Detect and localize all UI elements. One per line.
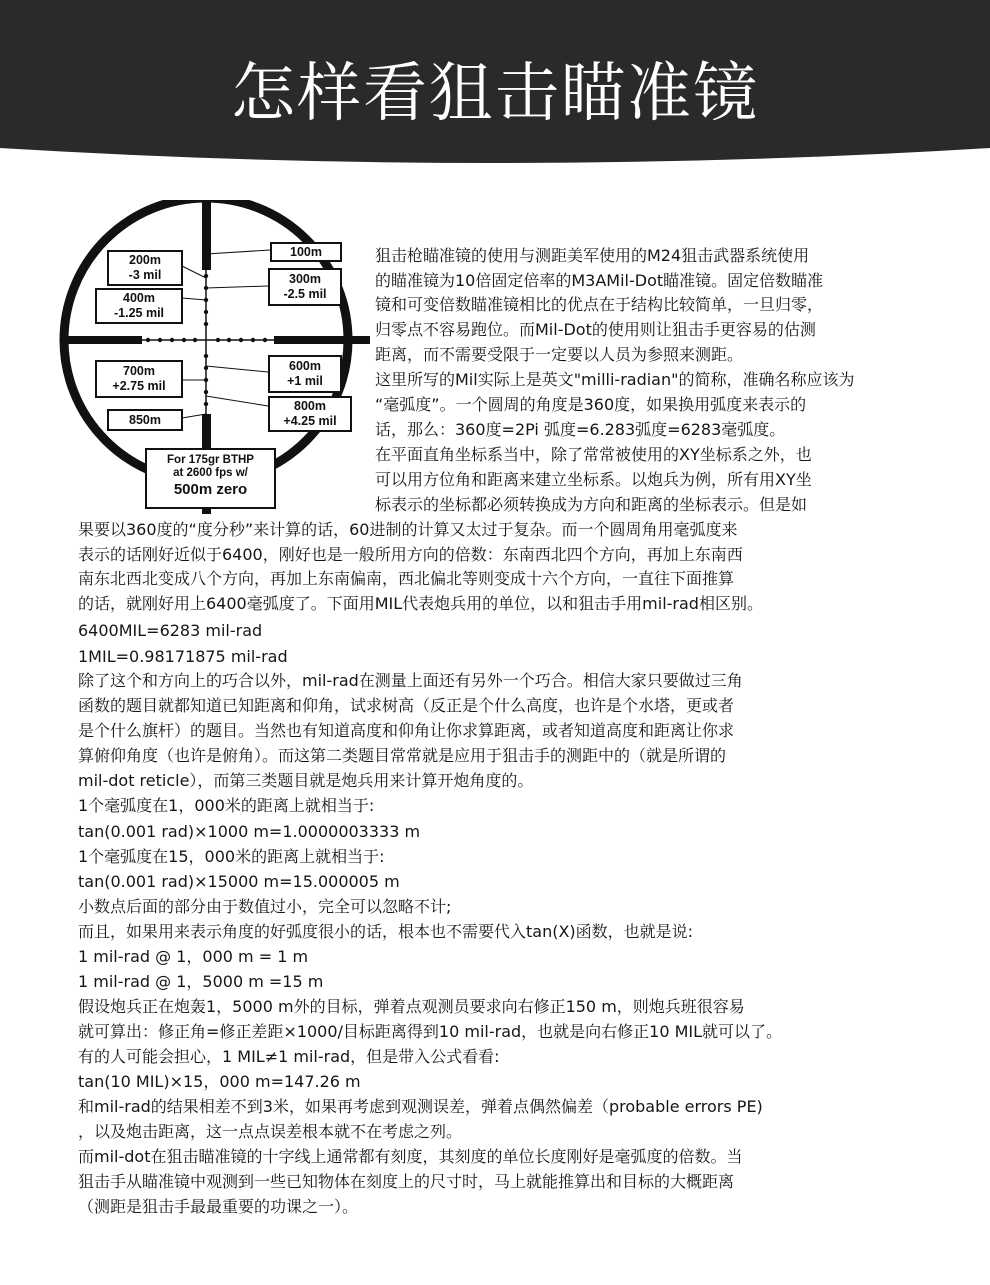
article-line: 距离，而不需要受限于一定要以人员为参照来测距。 bbox=[375, 345, 744, 364]
article-line: 有的人可能会担心，1 MIL≠1 mil-rad，但是带入公式看看: bbox=[78, 1047, 500, 1066]
article-line: tan(0.001 rad)×1000 m=1.0000003333 m bbox=[78, 822, 421, 841]
right-post bbox=[274, 336, 370, 344]
article-line: tan(0.001 rad)×15000 m=15.000005 m bbox=[78, 872, 400, 891]
scope-label-400m: 400m -1.25 mil bbox=[95, 288, 183, 324]
article-line: mil-dot reticle），而第三类题目就是炮兵用来计算开炮角度的。 bbox=[78, 771, 534, 790]
reticle-diagram bbox=[52, 200, 370, 518]
article-line: 在平面直角坐标系当中，除了常常被使用的XY坐标系之外，也 bbox=[375, 445, 812, 464]
article-line: 1MIL=0.98171875 mil-rad bbox=[78, 647, 288, 666]
article-line: “毫弧度”。一个圆周的角度是360度，如果换用弧度来表示的 bbox=[375, 395, 807, 414]
article-line: 而且，如果用来表示角度的好弧度很小的话，根本也不需要代入tan(X)函数，也就是说: bbox=[78, 922, 694, 941]
article-line: 表示的话刚好近似于6400，刚好也是一般所用方向的倍数：东南西北四个方向，再加上东南西 bbox=[78, 545, 743, 564]
article-line: ，以及炮击距离，这一点点误差根本就不在考虑之列。 bbox=[78, 1122, 463, 1141]
article-line: 标表示的坐标都必须转换成为方向和距离的坐标表示。但是如 bbox=[375, 495, 808, 514]
scope-label-300m: 300m -2.5 mil bbox=[268, 268, 342, 306]
article-line: tan(10 MIL)×15，000 m=147.26 m bbox=[78, 1072, 361, 1091]
article-line: 就可算出：修正角=修正差距×1000/目标距离得到10 mil-rad，也就是向右修正10 MIL就可以了。 bbox=[78, 1022, 783, 1041]
article-line: 这里所写的Mil实际上是英文"milli-radian"的简称，准确名称应该为 bbox=[375, 370, 855, 389]
article-line: （测距是狙击手最最重要的功课之一）。 bbox=[78, 1197, 359, 1216]
article-line: 话，那么：360度=2Pi 弧度=6.283弧度=6283毫弧度。 bbox=[375, 420, 786, 439]
article-line: 1 mil-rad @ 1，5000 m =15 m bbox=[78, 972, 324, 991]
article-line: 6400MIL=6283 mil-rad bbox=[78, 621, 263, 640]
article-line: 狙击枪瞄准镜的使用与测距美军使用的M24狙击武器系统使用 bbox=[375, 246, 810, 265]
article-line: 和mil-rad的结果相差不到3米，如果再考虑到观测误差，弹着点偶然偏差（probable errors PE) bbox=[78, 1097, 763, 1116]
page-title: 怎样看狙击瞄准镜 bbox=[231, 57, 759, 131]
scope-label-850m: 850m bbox=[107, 409, 183, 431]
article-line: 假设炮兵正在炮轰1，5000 m外的目标，弹着点观测员要求向右修正150 m，则炮兵班很容易 bbox=[78, 997, 745, 1016]
scope-label-100m: 100m bbox=[270, 242, 342, 262]
article-line: 算俯仰角度（也许是俯角）。而这第二类题目常常就是应用于狙击手的测距中的（就是所谓的 bbox=[78, 746, 727, 765]
article-line: 南东北西北变成八个方向，再加上东南偏南，西北偏北等则变成十六个方向，一直往下面推算 bbox=[78, 569, 735, 588]
article-line: 1个毫弧度在1，000米的距离上就相当于: bbox=[78, 796, 375, 815]
article-line: 而mil-dot在狙击瞄准镜的十字线上通常都有刻度，其刻度的单位长度刚好是毫弧度的倍数。当 bbox=[78, 1147, 743, 1166]
article-line: 1 mil-rad @ 1，000 m = 1 m bbox=[78, 947, 309, 966]
article-line: 小数点后面的部分由于数值过小，完全可以忽略不计; bbox=[78, 897, 452, 916]
left-post bbox=[60, 336, 142, 344]
article-line: 镜和可变倍数瞄准镜相比的优点在于结构比较简单，一旦归零， bbox=[375, 295, 824, 314]
zero-info-box bbox=[145, 448, 276, 509]
scope-label-800m: 800m +4.25 mil bbox=[268, 396, 352, 432]
article-line: 函数的题目就都知道已知距离和仰角，试求树高（反正是个什么高度，也许是个水塔，更或者 bbox=[78, 696, 735, 715]
article-line: 归零点不容易跑位。而Mil-Dot的使用则让狙击手更容易的估测 bbox=[375, 320, 816, 339]
label-leaders bbox=[182, 250, 270, 418]
article-line: 的话，就刚好用上6400毫弧度了。下面用MIL代表炮兵用的单位，以和狙击手用mil-rad相区别。 bbox=[78, 594, 763, 613]
zero-box-line1: For 175gr BTHP bbox=[167, 454, 254, 466]
article-line: 可以用方位角和距离来建立坐标系。以炮兵为例，所有用XY坐 bbox=[375, 470, 812, 489]
scope-label-600m: 600m +1 mil bbox=[268, 355, 342, 393]
scope-label-700m: 700m +2.75 mil bbox=[95, 360, 183, 398]
article-line: 的瞄准镜为10倍固定倍率的M3AMil-Dot瞄准镜。固定倍数瞄准 bbox=[375, 271, 824, 290]
article-line: 1个毫弧度在15，000米的距离上就相当于: bbox=[78, 847, 385, 866]
article-line: 是个什么旗杆）的题目。当然也有知道高度和仰角让你求算距离，或者知道高度和距离让你求 bbox=[78, 721, 735, 740]
zero-box-line2: at 2600 fps w/ bbox=[173, 467, 248, 479]
article-line: 狙击手从瞄准镜中观测到一些已知物体在刻度上的尺寸时，马上就能推算出和目标的大概距离 bbox=[78, 1172, 735, 1191]
article-line: 果要以360度的“度分秒”来计算的话，60进制的计算又太过于复杂。而一个圆周角用毫弧度来 bbox=[78, 520, 738, 539]
article-line: 除了这个和方向上的巧合以外，mil-rad在测量上面还有另外一个巧合。相信大家只要做过三角 bbox=[78, 671, 743, 690]
header-banner bbox=[0, 0, 990, 180]
scope-label-200m: 200m -3 mil bbox=[107, 250, 183, 286]
zero-box-line3: 500m zero bbox=[173, 481, 248, 498]
top-post bbox=[202, 200, 211, 270]
